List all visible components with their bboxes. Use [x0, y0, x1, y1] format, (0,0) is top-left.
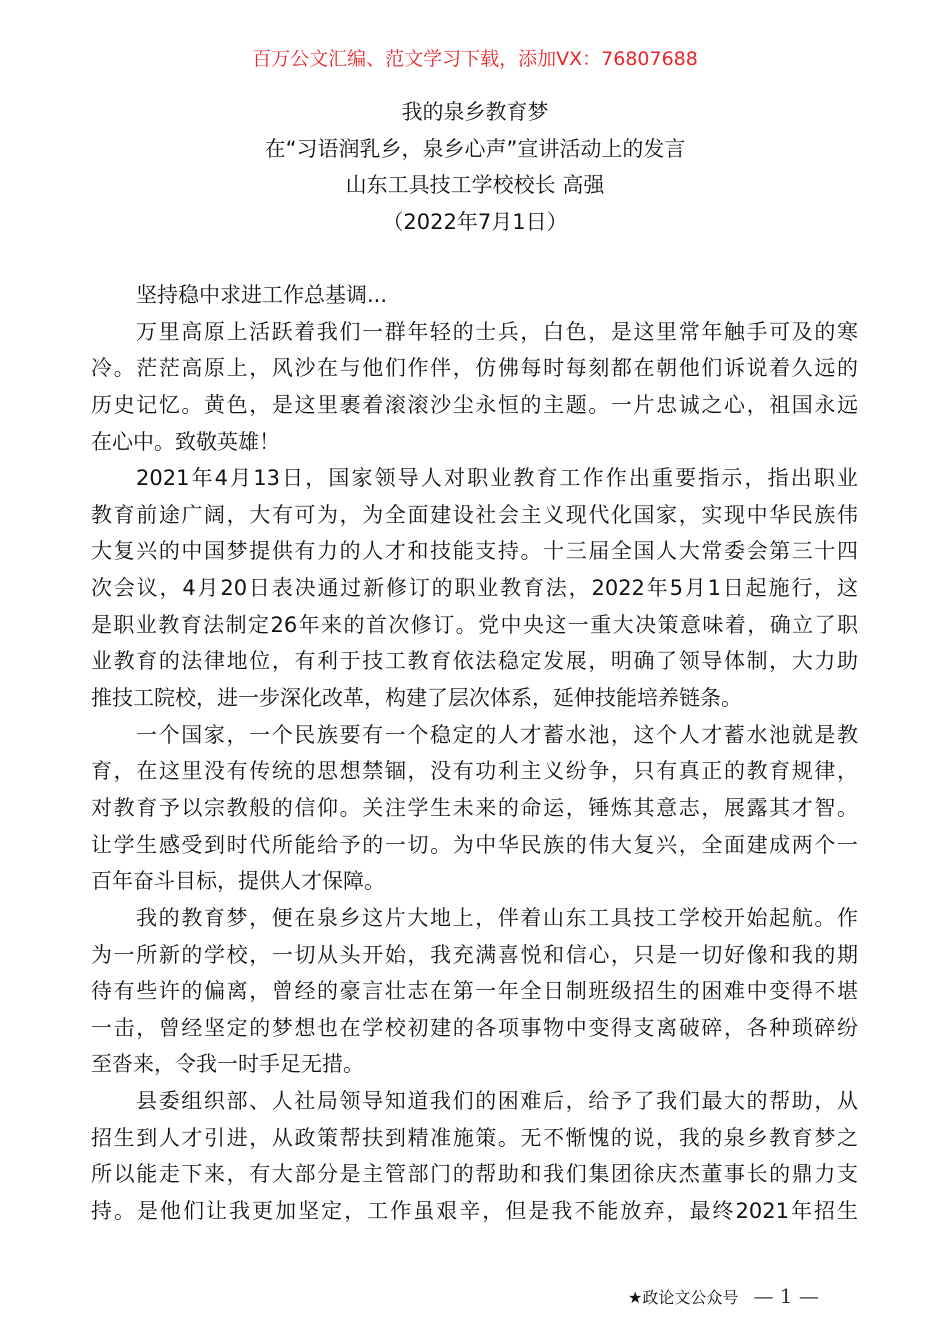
paragraph-line: 次会议，4月20日表决通过新修订的职业教育法，2022年5月1日起施行，这	[91, 576, 858, 601]
author-line: 山东工具技工学校校长 高强	[345, 173, 605, 198]
paragraph-line: 万里高原上活跃着我们一群年轻的士兵，白色，是这里常年触手可及的寒	[136, 319, 858, 344]
paragraph-line: 一个国家，一个民族要有一个稳定的人才蓄水池，这个人才蓄水池就是教	[136, 722, 858, 747]
paragraph-line: 我的教育梦，便在泉乡这片大地上，伴着山东工具技工学校开始起航。作	[136, 905, 858, 930]
paragraph-line: 招生到人才引进，从政策帮扶到精准施策。无不惭愧的说，我的泉乡教育梦之	[91, 1125, 858, 1150]
paragraph-line: 育，在这里没有传统的思想禁锢，没有功利主义纷争，只有真正的教育规律，	[91, 759, 858, 784]
paragraph-line: 大复兴的中国梦提供有力的人才和技能支持。十三届全国人大常委会第三十四	[91, 539, 858, 564]
watermark-banner: 百万公文汇编、范文学习下载，添加VX：76807688	[252, 48, 698, 70]
paragraph-line: 百年奋斗目标，提供人才保障。	[91, 869, 385, 894]
page-footer	[628, 1282, 819, 1312]
paragraph-line: 至沓来，令我一时手足无措。	[91, 1052, 364, 1077]
date-line: （2022年7月1日）	[382, 210, 568, 235]
document-subtitle: 在“习语润乳乡，泉乡心声”宣讲活动上的发言	[264, 136, 686, 161]
paragraph-line: 在心中。致敬英雄！	[91, 429, 280, 454]
paragraph-line: 坚持稳中求进工作总基调...	[136, 283, 388, 307]
paragraph-line: 为一所新的学校，一切从头开始，我充满喜悦和信心，只是一切好像和我的期	[91, 942, 858, 967]
footer-source: ★政论文公众号	[628, 1288, 739, 1307]
paragraph-line: 待有些许的偏离，曾经的豪言壮志在第一年全日制班级招生的困难中变得不堪	[91, 979, 858, 1004]
page-number: — 1 —	[753, 1284, 819, 1308]
paragraph-line: 县委组织部、人社局领导知道我们的困难后，给予了我们最大的帮助，从	[136, 1089, 858, 1114]
paragraph-line: 教育前途广阔，大有可为，为全面建设社会主义现代化国家，实现中华民族伟	[91, 502, 858, 527]
document-body	[91, 277, 858, 1230]
paragraph-line: 历史记忆。黄色，是这里裹着滚滚沙尘永恒的主题。一片忠诚之心，祖国永远	[91, 392, 858, 417]
paragraph-line: 对教育予以宗教般的信仰。关注学生未来的命运，锤炼其意志，展露其才智。	[91, 795, 858, 820]
paragraph-line: 业教育的法律地位，有利于技工教育依法稳定发展，明确了领导体制，大力助	[91, 649, 858, 674]
title-block	[0, 94, 950, 241]
paragraph-line: 是职业教育法制定26年来的首次修订。党中央这一重大决策意味着，确立了职	[91, 612, 858, 637]
paragraph-line: 推技工院校，进一步深化改革，构建了层次体系，延伸技能培养链条。	[91, 686, 742, 711]
paragraph-line: 让学生感受到时代所能给予的一切。为中华民族的伟大复兴，全面建成两个一	[91, 832, 858, 857]
document-title: 我的泉乡教育梦	[401, 100, 549, 124]
paragraph-line: 一击，曾经坚定的梦想也在学校初建的各项事物中变得支离破碎，各种琐碎纷	[91, 1015, 858, 1040]
paragraph-line: 2021年4月13日，国家领导人对职业教育工作作出重要指示，指出职业	[136, 466, 858, 491]
paragraph-line: 所以能走下来，有大部分是主管部门的帮助和我们集团徐庆杰董事长的鼎力支	[91, 1162, 858, 1187]
paragraph-line: 冷。茫茫高原上，风沙在与他们作伴，仿佛每时每刻都在朝他们诉说着久远的	[91, 356, 858, 381]
paragraph-line: 持。是他们让我更加坚定，工作虽艰辛，但是我不能放弃，最终2021年招生	[91, 1199, 858, 1224]
